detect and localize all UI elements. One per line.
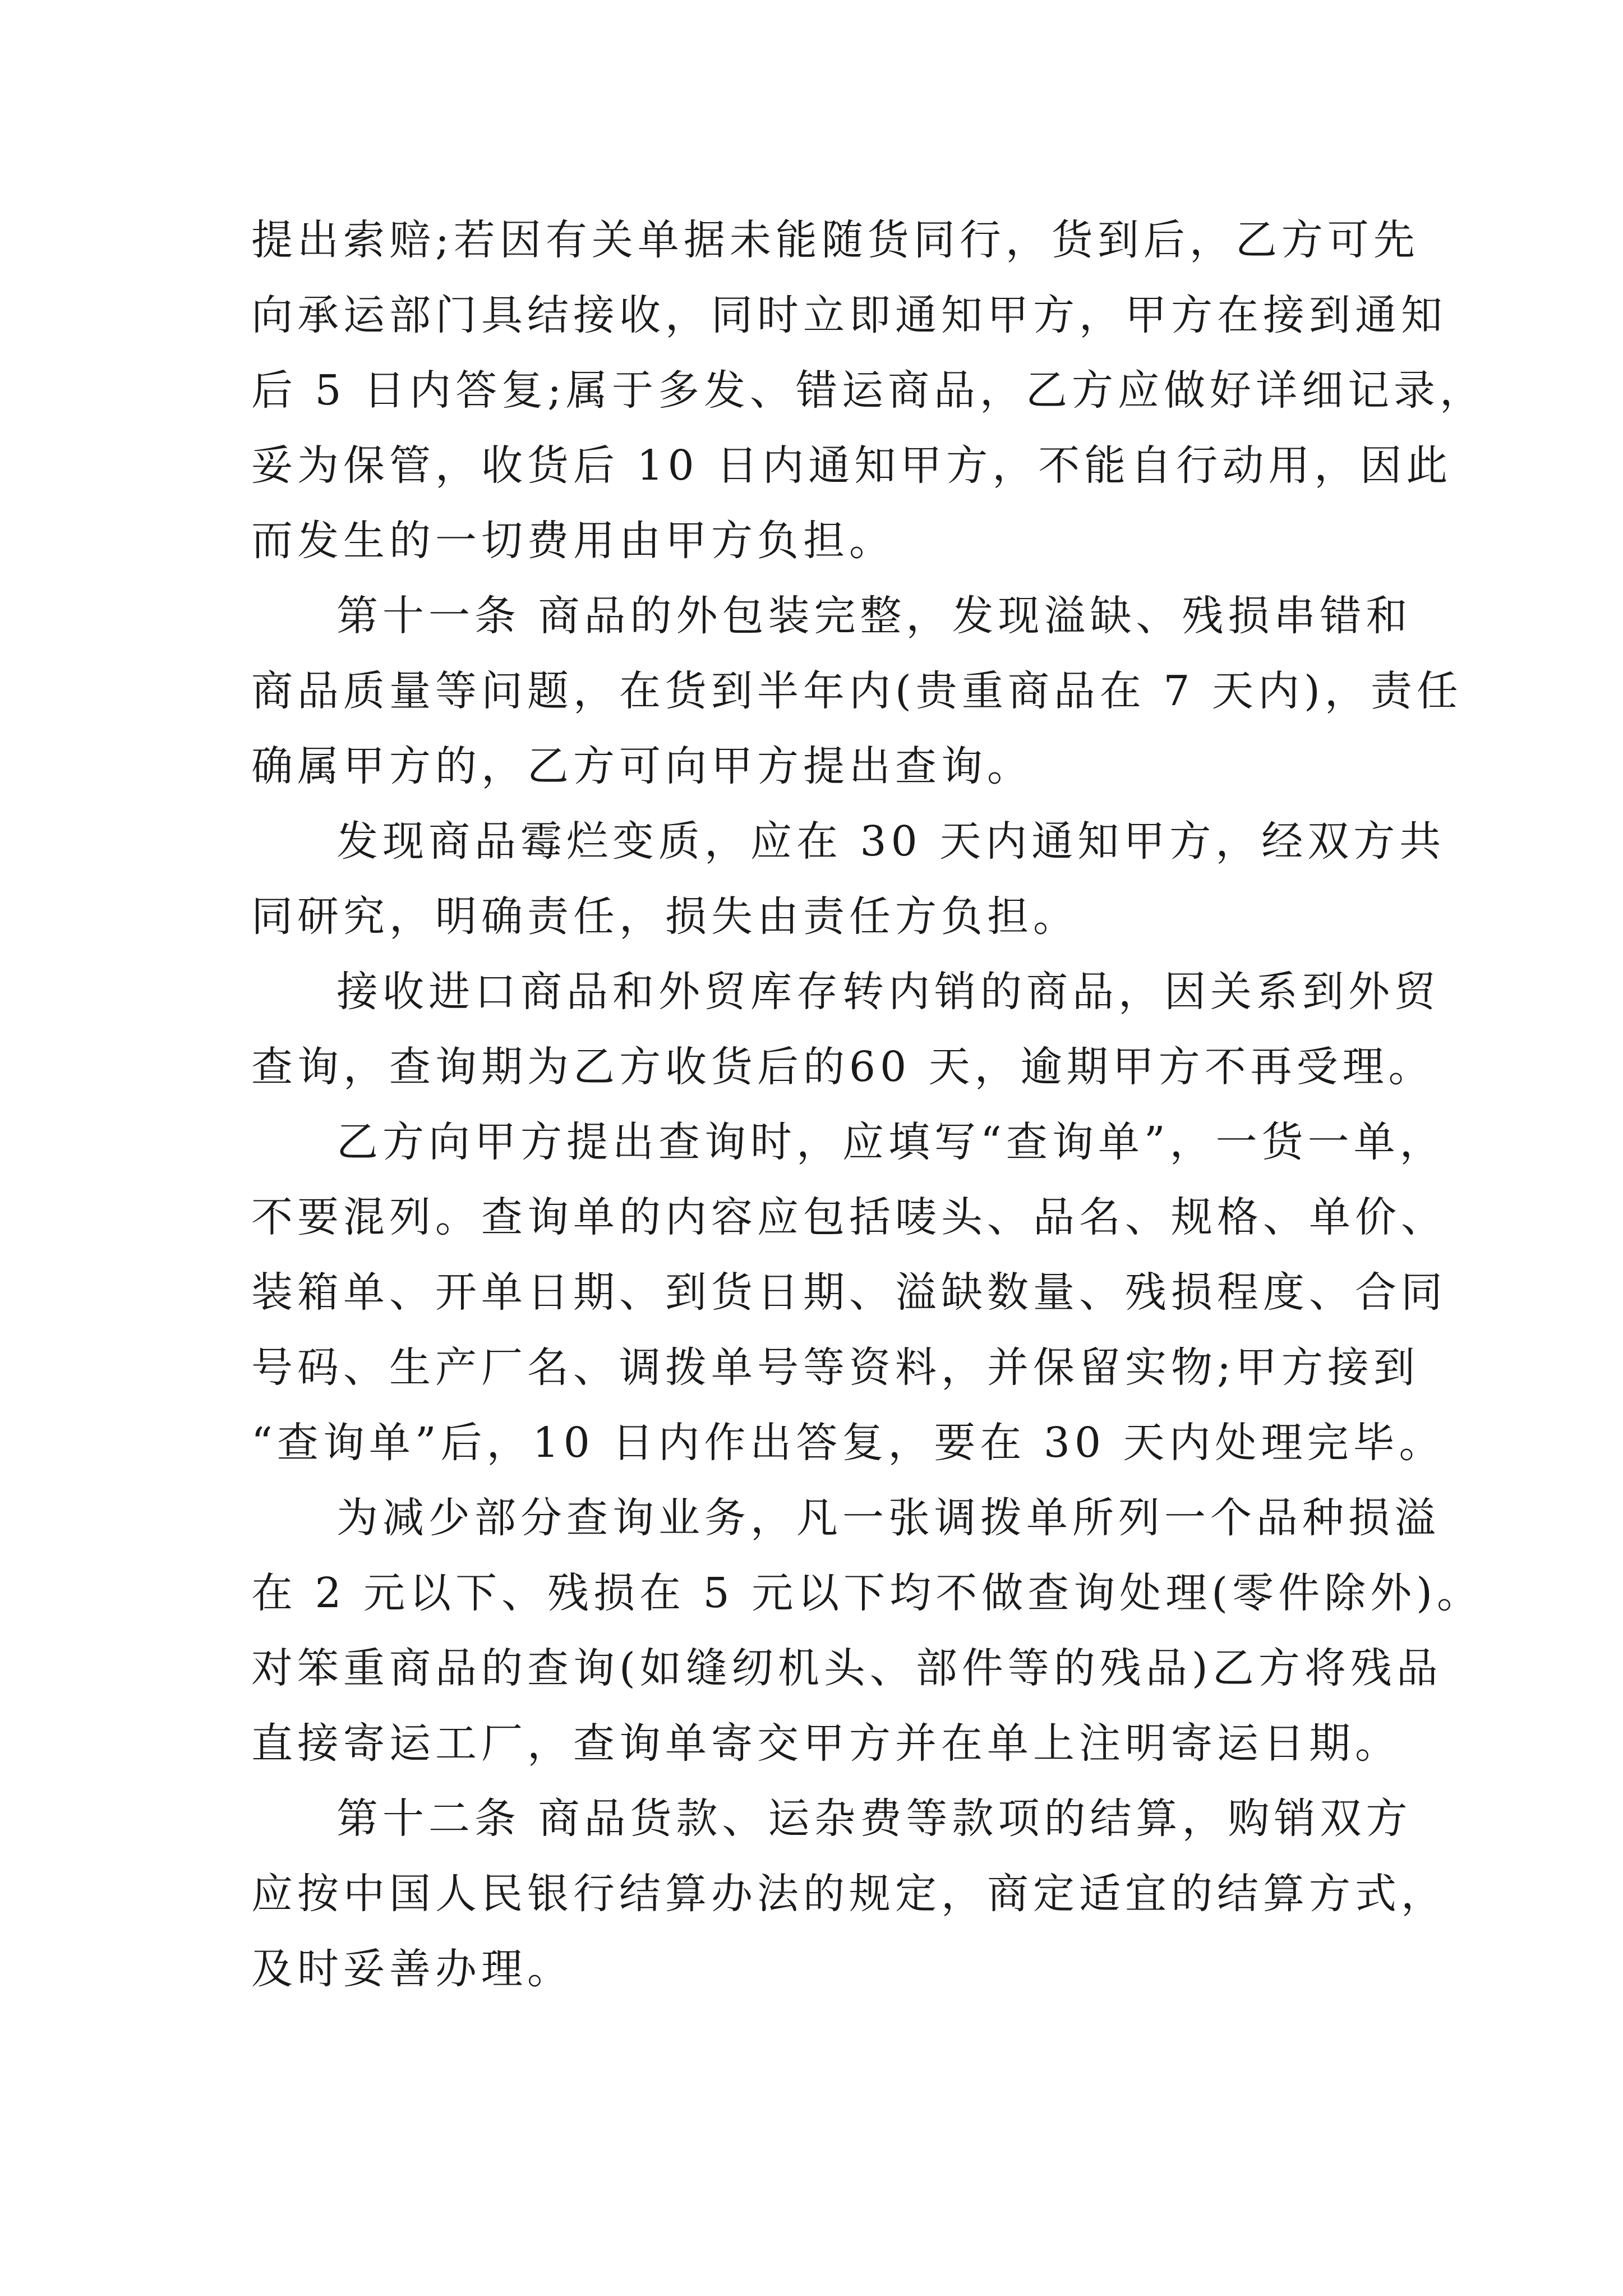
text-line: 装箱单、开单日期、到货日期、溢缺数量、残损程度、合同 [251,1268,1447,1317]
paragraph-start-line: 发现商品霉烂变质，应在 30 天内通知甲方，经双方共 [336,817,1446,866]
text-line: 号码、生产厂名、调拨单号等资料，并保留实物;甲方接到 [251,1343,1419,1392]
text-line: “查询单”后，10 日内作出答复，要在 30 天内处理完毕。 [251,1419,1445,1467]
text-line: 后 5 日内答复;属于多发、错运商品，乙方应做好详细记录， [251,366,1486,415]
article-12-heading-line: 第十二条 商品货款、运杂费等款项的结算，购销双方 [336,1795,1412,1843]
text-line: 及时妥善办理。 [251,1945,573,1993]
text-line: 确属甲方的，乙方可向甲方提出查询。 [251,742,1033,790]
paragraph-start-line: 乙方向甲方提出查询时，应填写“查询单”，一货一单， [336,1118,1446,1166]
text-line: 商品质量等问题，在货到半年内(贵重商品在 7 天内)，责任 [251,667,1463,715]
paragraph-start-line: 为减少部分查询业务，凡一张调拨单所列一个品种损溢 [336,1494,1440,1542]
text-line: 同研究，明确责任，损失由责任方负担。 [251,892,1079,941]
paragraph-start-line: 接收进口商品和外贸库存转内销的商品，因关系到外贸 [336,968,1440,1016]
text-line: 直接寄运工厂，查询单寄交甲方并在单上注明寄运日期。 [251,1719,1401,1768]
text-line: 对笨重商品的查询(如缝纫机头、部件等的残品)乙方将残品 [251,1644,1442,1692]
text-line: 提出索赔;若因有关单据未能随货同行，货到后，乙方可先 [251,216,1419,264]
text-line: 向承运部门具结接收，同时立即通知甲方，甲方在接到通知 [251,291,1447,339]
text-line: 不要混列。查询单的内容应包括唛头、品名、规格、单价、 [251,1193,1447,1241]
text-line: 妥为保管，收货后 10 日内通知甲方，不能自行动用，因此 [251,441,1453,490]
text-line: 而发生的一切费用由甲方负担。 [251,517,895,565]
article-11-heading-line: 第十一条 商品的外包装完整，发现溢缺、残损串错和 [336,592,1412,640]
text-line: 查询，查询期为乙方收货后的60 天，逾期甲方不再受理。 [251,1043,1435,1091]
text-line: 在 2 元以下、残损在 5 元以下均不做查询处理(零件除外)。 [251,1569,1483,1617]
text-line: 应按中国人民银行结算办法的规定，商定适宜的结算方式， [251,1870,1447,1918]
